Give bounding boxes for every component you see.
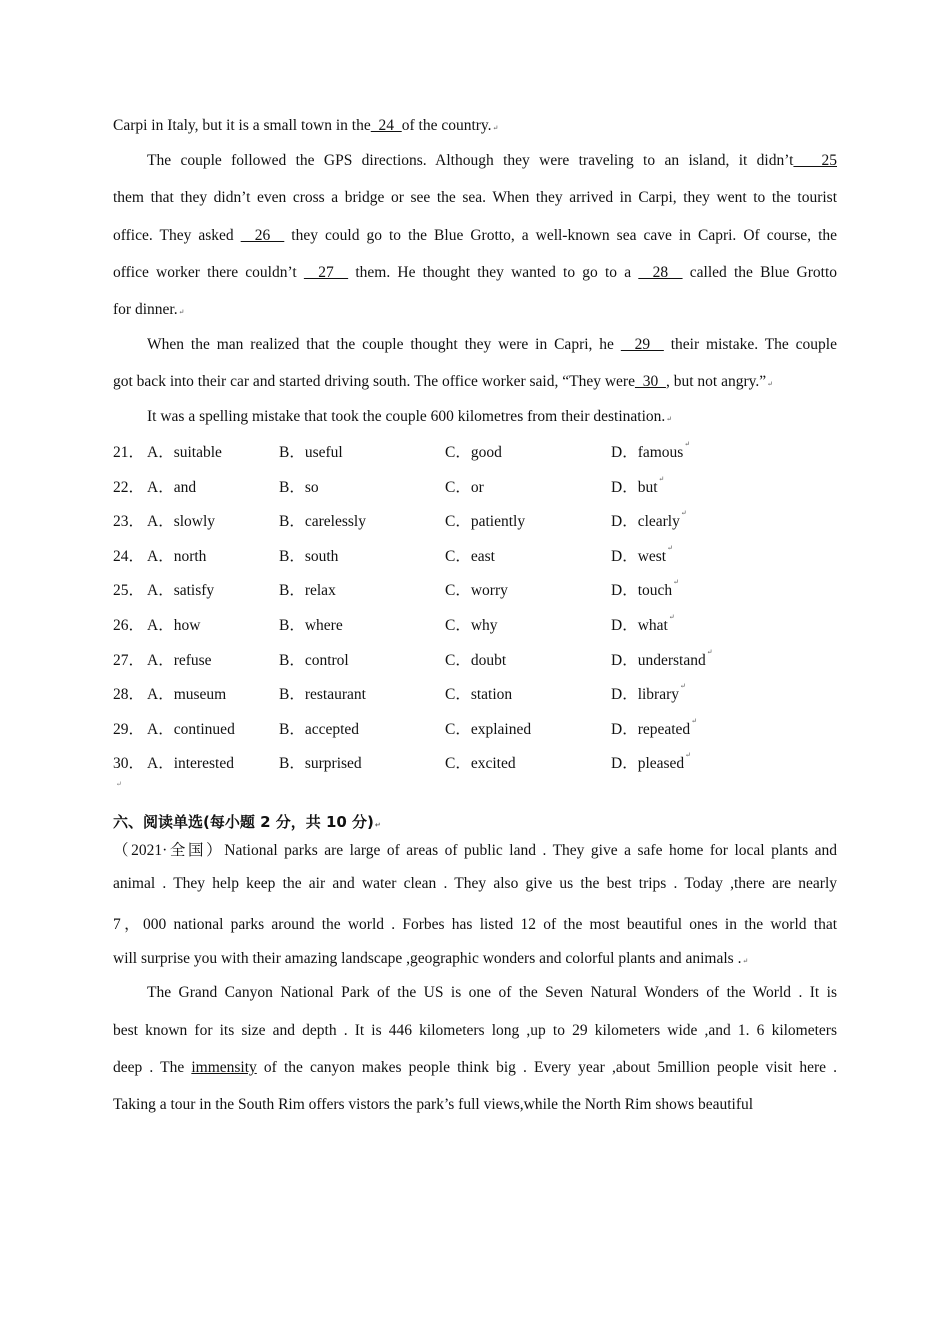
- passage-p2-line-5: [113, 301, 837, 319]
- question-row: [113, 613, 837, 648]
- question-number: 23．: [113, 513, 145, 531]
- section6-p2-line-2: best known for its size and depth . It is 446 kilometers long ,up to 29 kilometers wide ,and 1. 6 kilometers: [113, 1022, 837, 1039]
- text: for dinner.: [113, 301, 178, 318]
- option-d: [611, 440, 691, 462]
- passage-p2-line-2: them that they didn’t even cross a bridge or see the sea. When they arrived in Carpi, they went to the tourist: [113, 189, 837, 206]
- option-b: B．so: [279, 478, 319, 496]
- passage-p2-line-3: [113, 227, 837, 245]
- section6-p2-line-3: [113, 1059, 837, 1077]
- question-number: 21．: [113, 444, 145, 461]
- blank-26: 26: [240, 227, 285, 244]
- option-c: C．station: [445, 686, 513, 704]
- option-b: B．surprised: [279, 755, 362, 773]
- section-heading: [113, 811, 381, 832]
- paragraph-mark: ↵: [116, 780, 122, 788]
- text: deep . The: [113, 1059, 192, 1076]
- option-d-text: D．west: [611, 547, 667, 565]
- paragraph-mark: ↵: [680, 509, 687, 518]
- option-c: C．east: [445, 547, 495, 565]
- question-row: [113, 648, 837, 683]
- question-number: 29．: [113, 720, 145, 738]
- passage-p2-line-1: [113, 152, 837, 170]
- text: them. He thought they wanted to go to a: [348, 264, 639, 281]
- text: of the country.: [401, 117, 492, 134]
- question-row: [113, 544, 837, 579]
- option-d-text: D．what: [611, 616, 668, 634]
- paragraph-mark: ↵: [691, 716, 698, 725]
- option-d-text: D．but: [611, 478, 658, 496]
- paragraph-mark: ↵: [492, 124, 499, 132]
- option-a: A．north: [147, 547, 207, 565]
- blank-25: 25: [793, 152, 837, 169]
- option-d: [611, 474, 665, 497]
- paragraph-mark: ↵: [680, 682, 686, 691]
- text: they could go to the Blue Grotto, a well-known sea cave in Capri. Of course, the: [284, 227, 838, 244]
- option-c: C．worry: [445, 582, 508, 600]
- passage-line-1: [113, 117, 837, 135]
- option-d: [611, 612, 675, 635]
- option-d-text: D．famous: [611, 444, 684, 461]
- text: got back into their car and started driving south. The office worker said, “They were: [113, 373, 635, 390]
- paragraph-mark: ↵: [742, 957, 749, 965]
- option-b: B．carelessly: [279, 513, 366, 531]
- text: , but not angry.”: [665, 373, 767, 390]
- text: of the canyon makes people think big . Every year ,about 5million people visit here .: [256, 1059, 837, 1076]
- passage-p4: [113, 408, 837, 426]
- option-a: A．museum: [147, 686, 227, 704]
- text: called the Blue Grotto: [682, 264, 838, 281]
- option-d-text: D．clearly: [611, 513, 680, 531]
- section6-p1-line-3: 7，000 national parks around the world . Forbes has listed 12 of the most beautiful ones in the world that: [113, 916, 837, 933]
- passage-p2-line-4: [113, 264, 837, 282]
- option-a: A．and: [147, 478, 197, 496]
- text: The couple followed the GPS directions. Although they were traveling to an island, it didn’t: [147, 152, 794, 169]
- section6-p2-line-1: [113, 984, 837, 1002]
- option-d-text: D．touch: [611, 582, 673, 600]
- question-row: [113, 475, 837, 510]
- text: Carpi in Italy, but it is a small town in the: [113, 117, 371, 134]
- question-number: 24．: [113, 547, 145, 565]
- text: When the man realized that the couple thought they were in Capri, he: [147, 336, 621, 353]
- option-d: [611, 647, 713, 670]
- question-row: [113, 717, 837, 752]
- answer-options: [113, 440, 837, 786]
- section6-p1-line-2: animal . They help keep the air and water clean . They also give us the best trips . Today ,there are nearly: [113, 875, 837, 892]
- question-row: [113, 440, 837, 475]
- section6-p1-line-4: [113, 950, 837, 968]
- passage-p3-line-1: [113, 336, 837, 354]
- option-b: B．south: [279, 547, 339, 565]
- text: The Grand Canyon National Park of the US is one of the Seven Natural Wonders of the World . It is: [147, 984, 837, 1001]
- question-row: [113, 682, 837, 717]
- paragraph-mark: ↵: [673, 578, 680, 587]
- option-b: B．useful: [279, 444, 343, 461]
- option-c: C．doubt: [445, 651, 507, 669]
- question-row: [113, 751, 837, 786]
- option-d: [611, 543, 673, 566]
- option-a: A．interested: [147, 755, 234, 773]
- paragraph-mark: ↵: [178, 308, 185, 316]
- option-a: A．continued: [147, 720, 235, 738]
- paragraph-mark: ↵: [667, 543, 673, 552]
- option-c: C．excited: [445, 755, 516, 773]
- option-c: C．explained: [445, 720, 532, 738]
- text: their mistake. The couple: [663, 336, 837, 353]
- text: office. They asked: [113, 227, 241, 244]
- option-b: B．where: [279, 616, 343, 634]
- section-heading-text: 六、阅读单选(每小题 2 分，共 10 分): [113, 813, 374, 831]
- option-b: B．control: [279, 651, 349, 669]
- blank-30: 30: [634, 373, 666, 390]
- option-a: A．satisfy: [147, 582, 215, 600]
- option-b: B．accepted: [279, 720, 360, 738]
- question-row: [113, 578, 837, 613]
- paragraph-mark: ↵: [767, 380, 773, 388]
- option-d: [611, 682, 686, 704]
- paragraph-mark: ↵: [668, 612, 675, 621]
- option-b: B．relax: [279, 582, 336, 600]
- option-d-text: D．library: [611, 686, 680, 704]
- blank-27: 27: [303, 264, 349, 281]
- option-b: B．restaurant: [279, 686, 366, 704]
- option-c: C．good: [445, 444, 502, 461]
- paragraph-mark: ↵: [374, 821, 381, 829]
- section6-p2-line-4: Taking a tour in the South Rim offers vistors the park’s full views,while the North Rim shows beautiful: [113, 1096, 754, 1113]
- option-d-text: D．repeated: [611, 720, 691, 738]
- text: will surprise you with their amazing landscape ,geographic wonders and colorful plants and animals .: [113, 950, 742, 967]
- option-d-text: D．pleased: [611, 755, 685, 773]
- blank-28: 28: [638, 264, 683, 281]
- paragraph-mark: ↵: [666, 415, 673, 423]
- section6-p1-line-1: （2021·全国）National parks are large of areas of public land . They give a safe home for local plants and: [113, 842, 837, 859]
- option-d: [611, 751, 692, 773]
- question-number: 30．: [113, 755, 145, 773]
- option-a: A．slowly: [147, 513, 216, 531]
- paragraph-mark: ↵: [684, 440, 691, 448]
- question-row: [113, 509, 837, 544]
- option-a: A．how: [147, 616, 201, 634]
- question-number: 26．: [113, 616, 145, 634]
- underlined-word: immensity: [191, 1059, 257, 1076]
- text: It was a spelling mistake that took the couple 600 kilometres from their destination.: [147, 408, 666, 425]
- option-a: A．suitable: [147, 444, 222, 461]
- option-d: [611, 578, 680, 600]
- text: office worker there couldn’t: [113, 264, 304, 281]
- paragraph-mark: ↵: [658, 474, 665, 483]
- question-number: 27．: [113, 651, 145, 669]
- option-d: [611, 716, 698, 739]
- option-c: C．patiently: [445, 513, 526, 531]
- blank-29: 29: [620, 336, 664, 353]
- option-a: A．refuse: [147, 651, 212, 669]
- option-c: C．or: [445, 478, 484, 496]
- question-number: 22．: [113, 478, 145, 496]
- passage-p3-line-2: [113, 373, 837, 391]
- option-c: C．why: [445, 616, 498, 634]
- blank-24: 24: [370, 117, 402, 134]
- option-d: [611, 509, 687, 531]
- paragraph-mark: ↵: [685, 751, 692, 760]
- option-d-text: D．understand: [611, 651, 706, 669]
- question-number: 25．: [113, 582, 145, 600]
- question-number: 28．: [113, 686, 145, 704]
- paragraph-mark: ↵: [706, 647, 713, 656]
